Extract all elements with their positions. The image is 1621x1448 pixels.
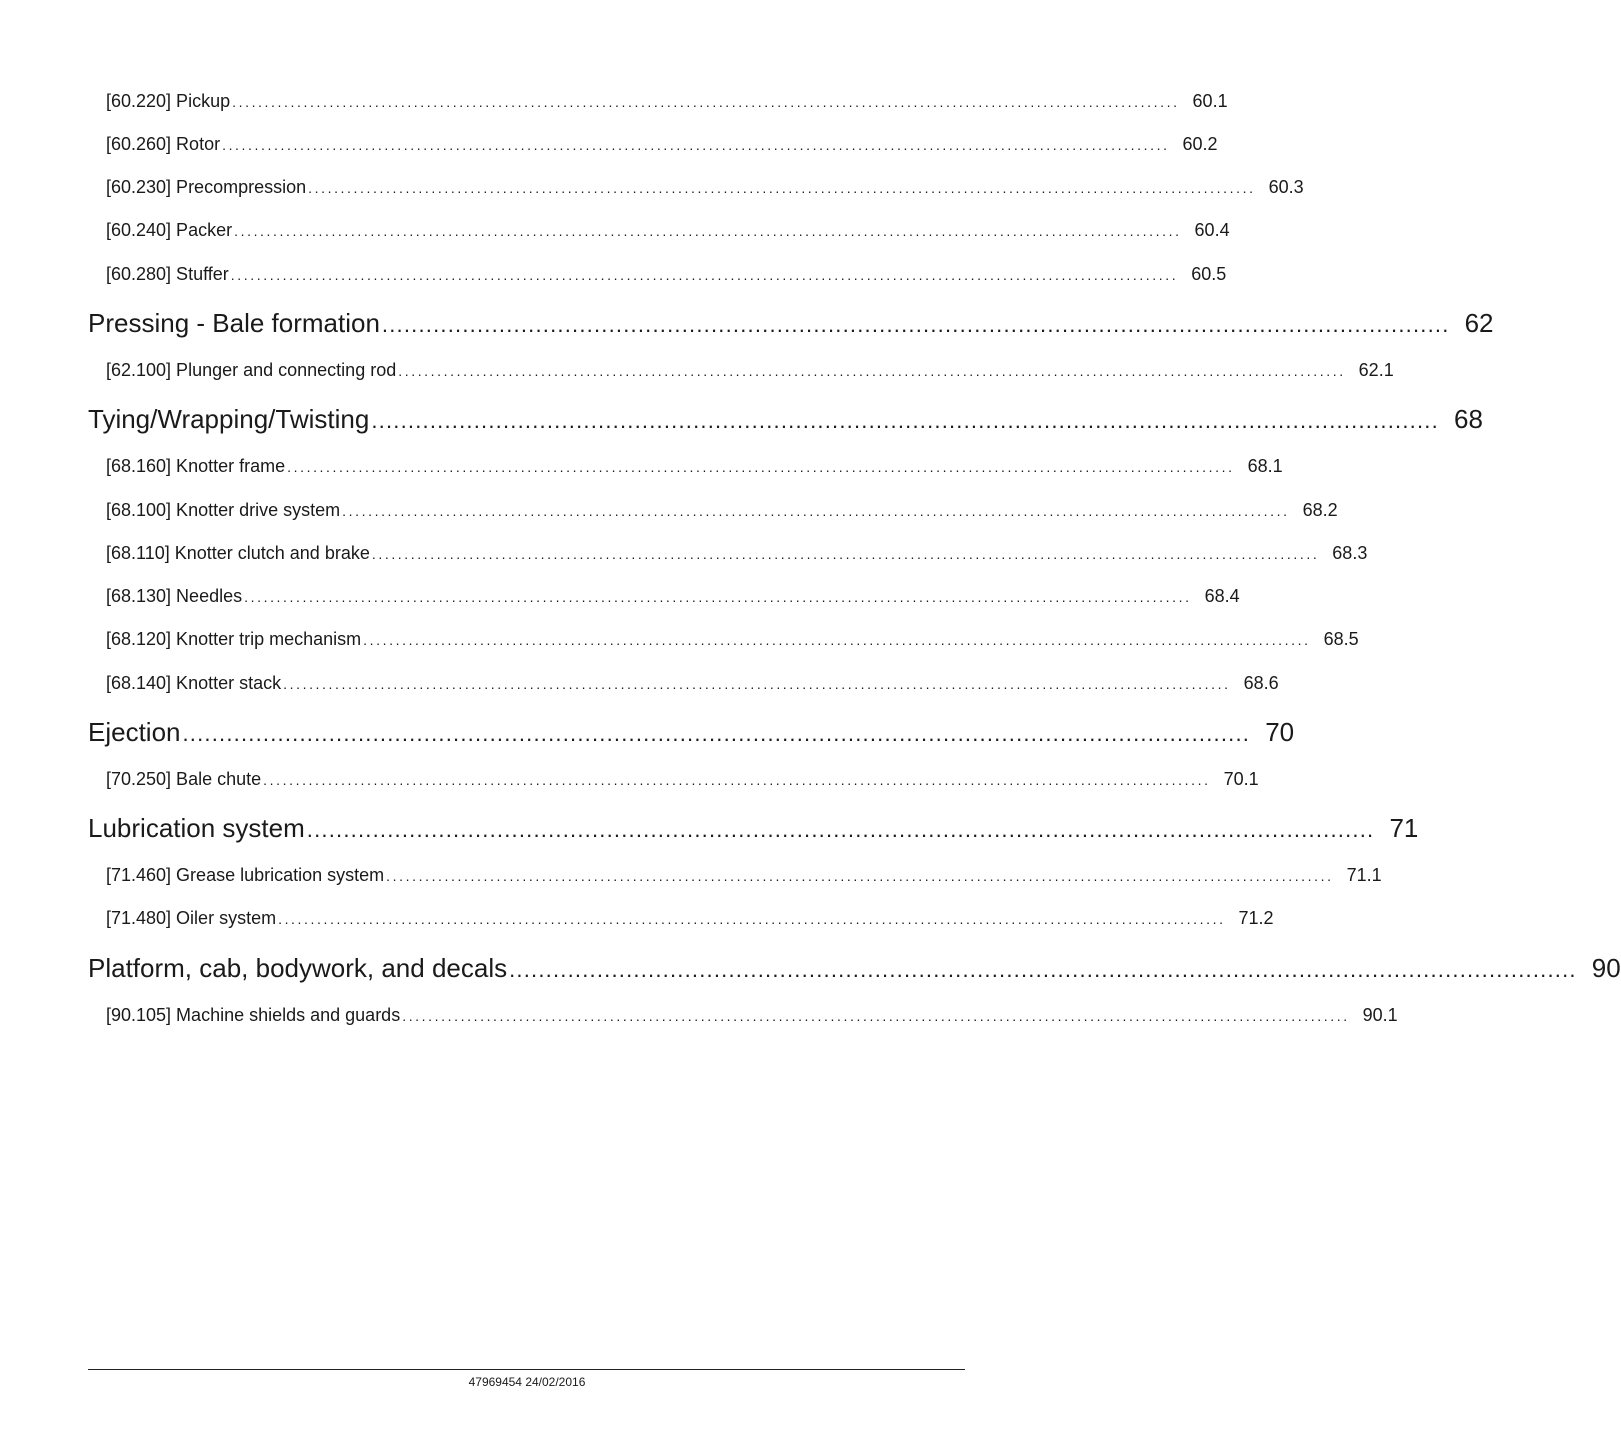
leader-dots: .................................................................................................................................................. [308,180,1256,196]
toc-entry-68-140[interactable] [106,670,1279,696]
toc-entry-page: 68.5 [1323,629,1359,649]
toc-entry-68-130[interactable] [106,583,1240,609]
leader-dots: .................................................................................................................................................. [222,137,1170,153]
toc-entry-label: [60.240] Packer [106,220,233,240]
toc-entry-62-100[interactable] [106,357,1394,383]
footer-divider [88,1369,965,1370]
toc-entry-label: [71.460] Grease lubrication system [106,865,385,885]
toc-section-label: Pressing - Bale formation [88,308,380,338]
toc-entry-60-230[interactable] [106,174,1304,200]
toc-section-68[interactable] [88,401,1483,437]
toc-entry-label: [68.160] Knotter frame [106,456,286,476]
toc-entry-label: [71.480] Oiler system [106,908,277,928]
toc-entry-label: [68.100] Knotter drive system [106,500,341,520]
leader-dots: .................................................................................................................................................. [398,363,1346,379]
toc-section-page: 62 [1464,308,1494,338]
toc-section-90[interactable] [88,950,1621,986]
toc-entry-60-260[interactable] [106,131,1218,157]
toc-section-page: 70 [1265,717,1295,747]
footer-document-id: 47969454 24/02/2016 [468,1375,586,1389]
toc-entry-label: [60.220] Pickup [106,91,231,111]
toc-entry-71-460[interactable] [106,862,1382,888]
toc-entry-68-120[interactable] [106,626,1359,652]
toc-section-page: 68 [1454,404,1483,434]
leader-dots: .................................................................................................................................................. [363,632,1311,648]
toc-entry-label: [68.130] Needles [106,586,243,606]
toc-entry-label: [68.120] Knotter trip mechanism [106,629,362,649]
toc-entry-page: 60.5 [1191,264,1227,284]
toc-entry-page: 60.2 [1182,134,1218,154]
leader-dots: .................................................................................................................................................. [278,911,1226,927]
leader-dots: .................................................................................................................................................. [386,868,1334,884]
leader-dots: .................................................................................................................................................. [182,721,1251,746]
leader-dots: .................................................................................................................................................. [342,503,1290,519]
leader-dots: .................................................................................................................................................. [232,94,1180,110]
leader-dots: .................................................................................................................................................. [230,267,1179,283]
toc-section-label: Platform, cab, bodywork, and decals [88,953,508,983]
toc-entry-page: 68.3 [1332,543,1368,563]
toc-entry-label: [60.260] Rotor [106,134,221,154]
toc-section-page: 90 [1591,953,1621,983]
toc-section-62[interactable] [88,305,1494,341]
toc-entry-68-100[interactable] [106,497,1338,523]
toc-entry-label: [68.140] Knotter stack [106,673,282,693]
toc-entry-page: 62.1 [1358,360,1394,380]
toc-entry-label: [60.280] Stuffer [106,264,229,284]
leader-dots: .................................................................................................................................................. [371,408,1439,433]
toc-section-70[interactable] [88,714,1295,750]
toc-entry-page: 60.3 [1268,177,1304,197]
toc-entry-label: [62.100] Plunger and connecting rod [106,360,397,380]
leader-dots: .................................................................................................................................................. [509,957,1577,982]
toc-entry-68-110[interactable] [106,540,1368,566]
toc-entry-page: 68.6 [1243,673,1279,693]
leader-dots: .................................................................................................................................................. [263,772,1211,788]
leader-dots: .................................................................................................................................................. [283,676,1231,692]
toc-entry-60-220[interactable] [106,88,1228,114]
toc-entry-page: 70.1 [1223,769,1259,789]
toc-section-label: Ejection [88,717,181,747]
toc-entry-page: 68.2 [1302,500,1338,520]
toc-entry-68-160[interactable] [106,453,1283,479]
toc-entry-page: 60.1 [1192,91,1228,111]
leader-dots: .................................................................................................................................................. [371,546,1320,562]
leader-dots: .................................................................................................................................................. [244,589,1192,605]
toc-entry-70-250[interactable] [106,766,1259,792]
leader-dots: .................................................................................................................................................. [234,223,1182,239]
toc-entry-label: [60.230] Precompression [106,177,307,197]
toc-entry-90-105[interactable] [106,1002,1398,1028]
leader-dots: .................................................................................................................................................. [381,312,1450,337]
toc-entry-page: 71.2 [1238,908,1274,928]
toc-entry-label: [90.105] Machine shields and guards [106,1005,401,1025]
toc-section-page: 71 [1389,813,1419,843]
leader-dots: .................................................................................................................................................. [402,1008,1350,1024]
toc-entry-60-240[interactable] [106,217,1230,243]
toc-section-71[interactable] [88,810,1419,846]
leader-dots: .................................................................................................................................................. [306,817,1375,842]
toc-entry-label: [70.250] Bale chute [106,769,262,789]
toc-entry-page: 90.1 [1362,1005,1398,1025]
toc-entry-page: 68.1 [1247,456,1283,476]
toc-entry-71-480[interactable] [106,905,1274,931]
toc-entry-label: [68.110] Knotter clutch and brake [106,543,370,563]
toc-section-label: Tying/Wrapping/Twisting [88,404,370,434]
toc-entry-page: 60.4 [1194,220,1230,240]
toc-entry-60-280[interactable] [106,261,1227,287]
toc-entry-page: 71.1 [1346,865,1382,885]
leader-dots: .................................................................................................................................................. [287,459,1235,475]
toc-section-label: Lubrication system [88,813,305,843]
toc-entry-page: 68.4 [1204,586,1240,606]
